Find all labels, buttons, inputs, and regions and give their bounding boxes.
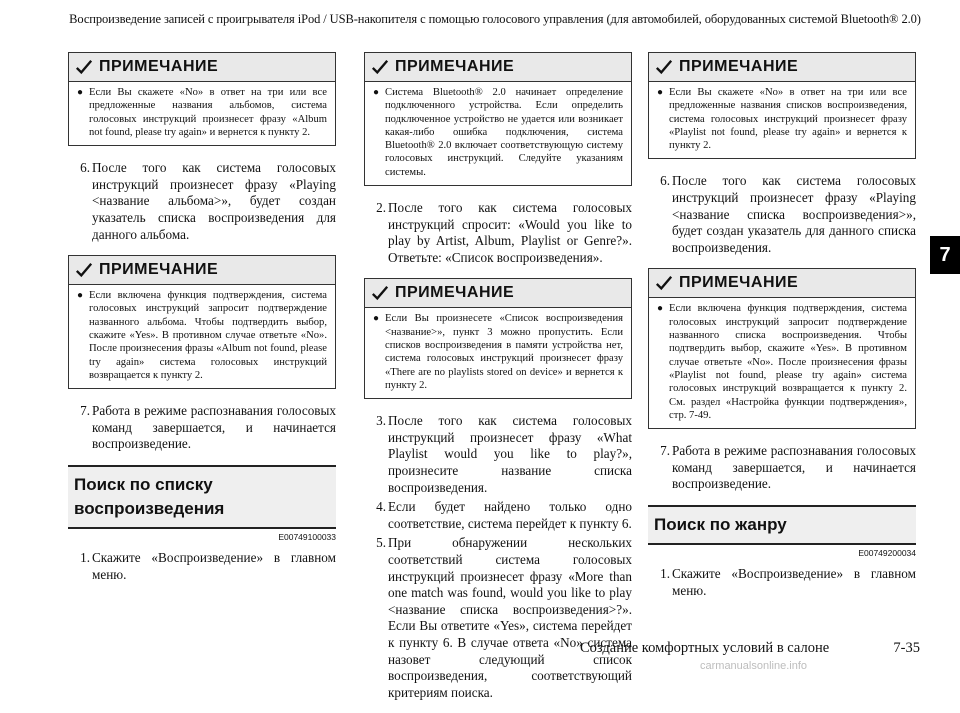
note-text: Если включена функция подтверждения, система голосовых инструкций запросит подтверждение названного списка воспроизведения. Чтобы подтвердить выбор, скажите «Yes». В противном случае ответьте «No». После произнесения фразы «Playlist not found, please try again» система голосовых инструкций возвращается к пункту 2. См. раздел «Настройка функции подтверждения», стр. 7-49. — [669, 303, 907, 421]
chapter-tab: 7 — [930, 236, 960, 274]
pencil-check-icon — [75, 261, 93, 279]
note-body — [365, 308, 631, 398]
note-header — [649, 269, 915, 298]
note-body — [649, 82, 915, 158]
note-body — [649, 298, 915, 428]
note-box — [648, 268, 916, 429]
note-text: Если Вы скажете «No» в ответ на три или все предложенные названия альбомов, система голосовых инструкций произнесет фразу «Album not found, please try again» и вернется к пункту 2. — [89, 87, 327, 138]
pencil-check-icon — [371, 284, 389, 302]
note-body — [365, 82, 631, 185]
step-item — [68, 550, 336, 583]
bullet-icon: ● — [373, 87, 380, 98]
step-item — [68, 403, 336, 453]
step-text: После того как система голосовых инструкций произнесет фразу «What Playlist would you like to play?», произнесите название списка воспроизведения. — [388, 413, 632, 495]
step-item — [648, 173, 916, 256]
page-footer — [580, 640, 920, 657]
step-text: Работа в режиме распознавания голосовых команд завершается, и начинается воспроизведение. — [92, 403, 336, 452]
note-title: ПРИМЕЧАНИЕ — [99, 58, 219, 75]
step-text: Работа в режиме распознавания голосовых команд завершается, и начинается воспроизведение. — [672, 443, 916, 492]
note-title: ПРИМЕЧАНИЕ — [395, 58, 515, 75]
step-number: 6. — [80, 160, 90, 176]
note-title: ПРИМЕЧАНИЕ — [99, 261, 219, 279]
note-title: ПРИМЕЧАНИЕ — [679, 274, 799, 292]
note-box — [648, 52, 916, 159]
page-number: 7-35 — [893, 640, 920, 656]
note-text: Если Вы скажете «No» в ответ на три или все предложенные названия списков воспроизведения, система голосовых инструкций произнесет фразу «Playlist not found, please try again» и вернется к пункту 2. — [669, 87, 907, 152]
bullet-icon: ● — [657, 87, 664, 98]
note-box — [364, 278, 632, 399]
step-text: Скажите «Воспроизведение» в главном меню. — [672, 565, 916, 598]
note-title: ПРИМЕЧАНИЕ — [679, 58, 799, 75]
step-number: 1. — [80, 550, 90, 566]
bullet-icon: ● — [77, 87, 84, 98]
note-header — [69, 256, 335, 285]
note-box — [364, 52, 632, 186]
bullet-icon: ● — [657, 303, 664, 315]
note-text: Если включена функция подтверждения, система голосовых инструкций запросит подтверждение названного альбома. Чтобы подтвердить выбор, скажите «Yes». В противном случае ответьте «No». После произнесения фразы «Album not found, please try again» система голосовых инструкций возвращается к пункту 2. — [89, 290, 327, 381]
column-1 — [68, 52, 336, 595]
pencil-check-icon — [655, 274, 673, 292]
note-body — [69, 82, 335, 145]
step-item — [648, 566, 916, 599]
step-item — [364, 535, 632, 701]
step-number: 2. — [376, 200, 386, 216]
step-item — [648, 443, 916, 493]
section-heading — [648, 505, 916, 545]
step-number: 5. — [376, 535, 386, 551]
section-heading — [68, 465, 336, 529]
column-2 — [364, 52, 632, 713]
step-text: После того как система голосовых инструкций произнесет фразу «Playing <название альбома>», будет создан указатель списка воспроизведения для данного альбома. — [92, 160, 336, 242]
doc-code: E00749100033 — [278, 532, 336, 543]
note-text: Если Вы произнесете «Список воспроизведения <название>», пункт 3 можно пропустить. Если списков воспроизведения в памяти устройства нет, система голосовых инструкций произнесет фразу «There are no playlists stored on device» и вернется к пункту 2. — [385, 313, 623, 391]
section-title: Поиск по жанру — [654, 514, 787, 534]
page-header: Воспроизведение записей с проигрывателя iPod / USB-накопителя с помощью голосового управления (для автомобилей, оборудованных системой Bluetooth® 2.0) — [69, 12, 921, 26]
section-title: Поиск по списку воспроизведения — [74, 475, 225, 519]
note-header — [365, 53, 631, 82]
step-item — [364, 499, 632, 532]
step-number: 7. — [80, 403, 90, 419]
step-number: 7. — [660, 443, 670, 459]
watermark: carmanualsonline.info — [700, 660, 808, 672]
step-item — [68, 160, 336, 243]
note-body — [69, 285, 335, 388]
note-header — [365, 279, 631, 308]
step-text: После того как система голосовых инструкций спросит: «Would you like to play by Artist, Album, Playlist or Genre?». Ответьте: «Список воспроизведения». — [388, 200, 632, 265]
step-text: При обнаружении нескольких соответствий система голосовых инструкций произнесет фразу «More than one match was found, would you like to play <название списка воспроизведения>?». Если Вы ответите «Yes», система перейдет к пункту 6. В случае ответа «No» система назовет следующий список воспроизведения, соответствующий критериям поиска. — [388, 535, 632, 700]
pencil-check-icon — [371, 58, 389, 76]
column-3 — [648, 52, 916, 611]
step-number: 6. — [660, 173, 670, 189]
note-box — [68, 52, 336, 146]
doc-code: E00749200034 — [858, 547, 916, 558]
step-number: 3. — [376, 413, 386, 429]
step-item — [364, 413, 632, 496]
pencil-check-icon — [655, 58, 673, 76]
note-header — [649, 53, 915, 82]
step-text: Скажите «Воспроизведение» в главном меню. — [92, 550, 336, 582]
step-number: 1. — [660, 565, 670, 581]
step-number: 4. — [376, 499, 386, 515]
pencil-check-icon — [75, 58, 93, 76]
step-text: После того как система голосовых инструкций произнесет фразу «Playing <название списка воспроизведения>», будет создан указатель для данного списка воспроизведения. — [672, 173, 916, 255]
bullet-icon: ● — [373, 313, 380, 325]
note-title: ПРИМЕЧАНИЕ — [395, 284, 515, 302]
bullet-icon: ● — [77, 290, 84, 302]
step-text: Если будет найдено только одно соответствие, система перейдет к пункту 6. — [388, 499, 632, 531]
note-header — [69, 53, 335, 82]
step-item — [364, 200, 632, 266]
note-text: Система Bluetooth® 2.0 начинает определение подключенного устройства. Если определить подключенное устройство не удается или возникает какая-либо ошибка подключения, система Bluetooth® 2.0 включает соответствующую систему голосовых инструкций. Следуйте указаниям системы. — [385, 87, 623, 178]
note-box — [68, 255, 336, 389]
footer-section: Создание комфортных условий в салоне — [580, 640, 830, 656]
